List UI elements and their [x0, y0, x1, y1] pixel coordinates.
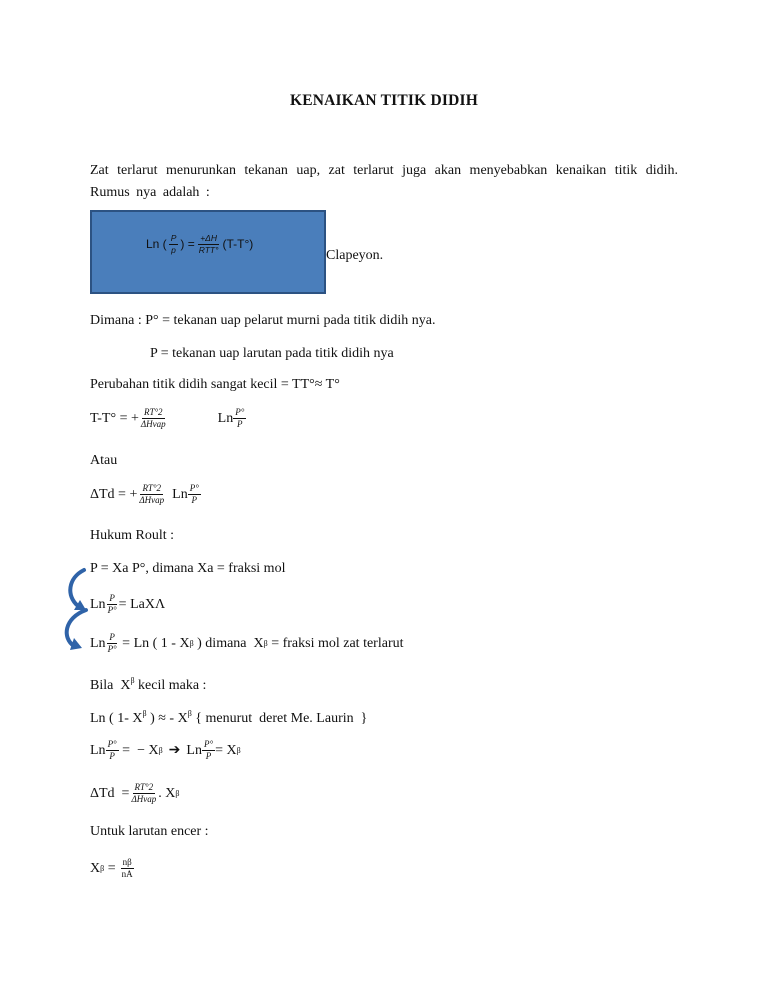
equation-5	[90, 740, 241, 761]
eq3-num: P	[109, 593, 115, 603]
eq2-ln-fraction	[188, 484, 201, 505]
eq4-fraction	[106, 633, 119, 654]
eq2-num: RT°2	[142, 483, 162, 493]
eq1-fraction	[139, 408, 168, 429]
formula-lhs-den: p	[171, 244, 176, 255]
eq6-fraction	[129, 783, 158, 804]
encer-heading: Untuk larutan encer :	[90, 824, 209, 839]
eq1-num: RT°2	[143, 407, 163, 417]
bila-a: Bila X	[90, 678, 131, 693]
perubahan-text: Perubahan titik didih sangat kecil = TT°≈ T°	[90, 377, 340, 392]
formula-rhs-num: +ΔH	[200, 233, 217, 243]
maclaurin-b: ) ≈ - X	[146, 711, 188, 726]
eq1-ln: Ln	[217, 410, 234, 426]
definition-p-zero: Dimana : P° = tekanan uap pelarut murni pada titik didih nya.	[90, 313, 436, 328]
eq5-num: P°	[107, 739, 117, 749]
eq5-sup: β	[158, 746, 163, 755]
right-arrow-icon: ➔	[168, 743, 181, 758]
eq7-num: nβ	[122, 857, 132, 867]
formula-lhs-num: P	[170, 233, 177, 243]
eq5-num2: P°	[203, 739, 214, 749]
eq2-den: ΔHvap	[139, 495, 165, 505]
eq5-mid: = − X	[118, 742, 159, 758]
bila-sup: β	[130, 676, 135, 685]
eq5-rhs: = X	[215, 742, 237, 758]
atau-text: Atau	[90, 453, 118, 468]
eq5-sup2: β	[236, 746, 241, 755]
maclaurin-sup: β	[142, 709, 147, 718]
clapeyron-formula	[146, 234, 253, 254]
eq1-ln-fraction	[233, 408, 246, 429]
eq4-sup: β	[189, 639, 194, 648]
eq3-den: P°	[107, 605, 117, 615]
eq4-rhs-c: = fraksi mol zat terlarut	[267, 635, 404, 651]
formula-lhs-prefix: Ln (	[146, 237, 167, 251]
equation-3	[90, 594, 165, 615]
curved-arrow-icon	[60, 566, 94, 662]
intro-paragraph: Zat terlarut menurunkan tekanan uap, zat terlarut juga akan menyebabkan kenaikan titik didih. Rumus nya adalah :	[90, 163, 678, 200]
definition-p: P = tekanan uap larutan pada titik didih nya	[150, 346, 394, 361]
eq4-num: P	[109, 632, 115, 642]
eq5-fraction	[106, 740, 119, 761]
clapeyron-label: Clapeyon.	[326, 248, 384, 263]
eq7-sup: β	[100, 864, 105, 873]
eq6-den: ΔHvap	[131, 794, 157, 804]
eq6-sup: β	[175, 789, 180, 798]
eq4-ln: Ln	[90, 635, 106, 651]
formula-lhs-suffix: ) =	[180, 237, 195, 251]
eq4-sup2: β	[263, 639, 268, 648]
eq4-rhs-b: ) dimana X	[193, 635, 264, 651]
eq5-den: P	[109, 751, 115, 761]
eq7-lhs: X	[90, 860, 101, 876]
formula-rhs-suffix: (T-T°)	[222, 237, 254, 251]
eq2-ln-den: P	[191, 495, 197, 505]
eq6-lhs: ΔTd =	[90, 785, 130, 801]
eq1-ln-den: P	[237, 419, 243, 429]
eq2-fraction	[137, 484, 166, 505]
eq3-fraction	[106, 594, 119, 615]
eq2-ln-num: P°	[189, 483, 199, 493]
eq7-fraction	[120, 858, 135, 879]
page-title: KENAIKAN TITIK DIDIH	[289, 92, 479, 109]
maclaurin-sup2: β	[187, 709, 192, 718]
raoult-law-text: P = Xa P°, dimana Xa = fraksi mol	[90, 561, 286, 576]
eq7-eq: =	[104, 860, 116, 876]
equation-6	[90, 783, 179, 804]
eq2-lhs: ΔTd = +	[90, 486, 138, 502]
eq6-num: RT°2	[134, 782, 154, 792]
maclaurin-text	[90, 709, 367, 727]
eq1-ln-num: P°	[235, 407, 245, 417]
eq5-ln2: Ln	[186, 742, 202, 758]
eq5-den2: P	[205, 751, 212, 761]
maclaurin-c: { menurut deret Me. Laurin }	[191, 711, 368, 726]
eq4-rhs-a: = Ln ( 1 - X	[118, 635, 190, 651]
equation-7	[90, 858, 135, 879]
eq5-ln: Ln	[90, 742, 106, 758]
formula-lhs-fraction	[169, 234, 179, 254]
formula-rhs-fraction	[197, 234, 221, 254]
eq1-lhs: T-T° = +	[90, 410, 139, 426]
maclaurin-a: Ln ( 1- X	[90, 711, 143, 726]
eq6-rhs: . X	[158, 785, 176, 801]
formula-rhs-den: RTT°	[198, 244, 219, 255]
hukum-roult-heading: Hukum Roult :	[90, 528, 175, 543]
eq4-den: P°	[107, 644, 117, 654]
eq5-fraction-2	[202, 740, 215, 761]
eq3-ln: Ln	[90, 596, 106, 612]
bila-b: kecil maka :	[134, 678, 207, 693]
eq2-ln: Ln	[172, 486, 188, 502]
eq7-den: nA	[121, 869, 133, 879]
bila-text	[90, 676, 206, 694]
equation-2	[90, 484, 201, 505]
equation-1	[90, 408, 246, 429]
eq1-den: ΔHvap	[140, 419, 166, 429]
equation-4	[90, 633, 404, 654]
eq3-rhs: = LaXΛ	[118, 596, 166, 612]
